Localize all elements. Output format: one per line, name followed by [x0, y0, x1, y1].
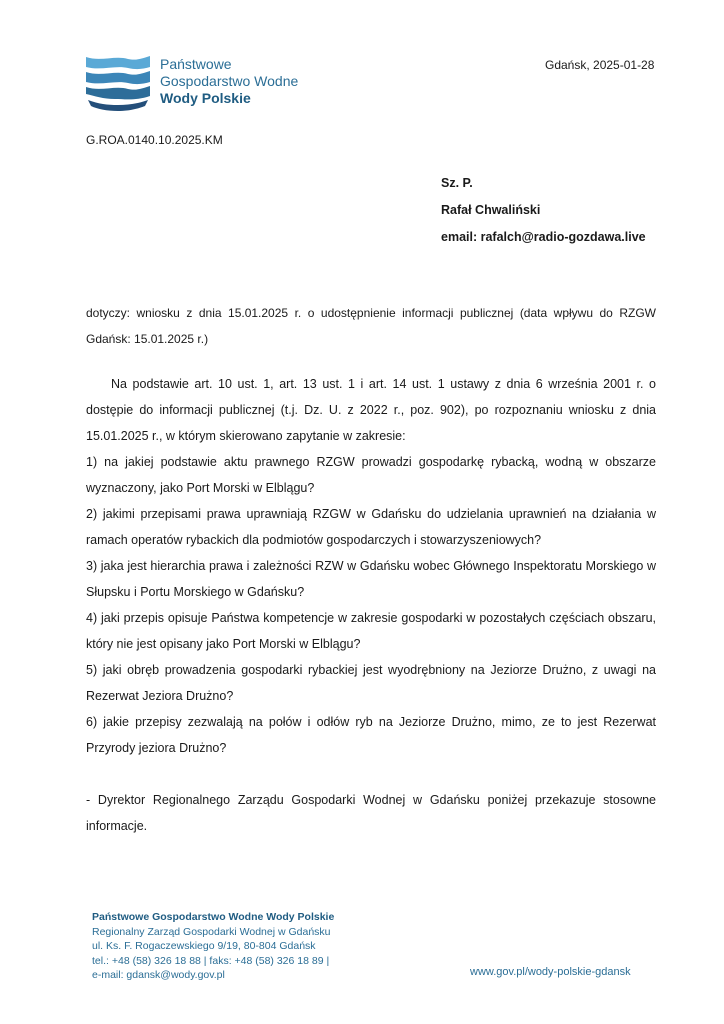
footer-website[interactable]: www.gov.pl/wody-polskie-gdansk: [470, 966, 631, 978]
logo-line-3: Wody Polskie: [160, 90, 251, 106]
logo-line-1: Państwowe: [160, 56, 232, 72]
footer-address: ul. Ks. F. Rogaczewskiego 9/19, 80-804 Gdańsk: [92, 940, 316, 952]
addressee-email: email: rafalch@radio-gozdawa.live: [441, 230, 646, 244]
logo-line-2: Gospodarstwo Wodne: [160, 73, 299, 89]
question-item: 2) jakimi przepisami prawa uprawniają RZGW w Gdańsku do udzielania uprawnień na działania w ramach operatów rybackich dla podmiotów gospodarczych i stowarzyszeniowych?: [86, 507, 656, 547]
reference-number: G.ROA.0140.10.2025.KM: [86, 133, 223, 147]
intro-paragraph: Na podstawie art. 10 ust. 1, art. 13 ust. 1 i art. 14 ust. 1 ustawy z dnia 6 września 2001 r. o dostępie do informacji publicznej (t.j. Dz. U. z 2022 r., poz. 902), po rozpoznaniu wniosku z dnia 15.01.2025 r., w którym skierowano zapytanie w zakresie:: [86, 377, 656, 443]
addressee-block: [441, 170, 646, 251]
footer-contact: [92, 910, 334, 983]
wave-logo-icon: [85, 54, 151, 112]
footer-phones: tel.: +48 (58) 326 18 88 | faks: +48 (58) 326 18 89 |: [92, 954, 330, 967]
question-item: 6) jakie przepisy zezwalają na połów i odłów ryb na Jeziorze Drużno, mimo, ze to jest Rezerwat Przyrody jeziora Drużno?: [86, 715, 656, 755]
footer-unit: Regionalny Zarząd Gospodarki Wodnej w Gdańsku: [92, 925, 331, 938]
wody-polskie-logo: [85, 54, 315, 114]
footer-email[interactable]: e-mail: gdansk@wody.gov.pl: [92, 969, 225, 981]
addressee-salutation: Sz. P.: [441, 176, 473, 190]
footer-org: Państwowe Gospodarstwo Wodne Wody Polskie: [92, 911, 335, 923]
question-item: 4) jaki przepis opisuje Państwa kompetencje w zakresie gospodarki w pozostałych częściach obszaru, który nie jest opisany jako Port Morski w Elblągu?: [86, 611, 656, 651]
question-item: 5) jaki obręb prowadzenia gospodarki rybackiej jest wyodrębniony na Jeziorze Drużno, z uwagi na Rezerwat Jeziora Drużno?: [86, 663, 656, 703]
closing-paragraph: - Dyrektor Regionalnego Zarządu Gospodarki Wodnej w Gdańsku poniżej przekazuje stosowne informacje.: [86, 793, 656, 833]
addressee-name: Rafał Chwaliński: [441, 203, 541, 217]
letter-body: [86, 371, 656, 839]
subject-line: dotyczy: wniosku z dnia 15.01.2025 r. o udostępnienie informacji publicznej (data wpływu do RZGW Gdańsk: 15.01.2025 r.): [86, 306, 656, 346]
question-item: 3) jaka jest hierarchia prawa i zależności RZW w Gdańsku wobec Głównego Inspektoratu Morskiego w Słupsku i Portu Morskiego w Gdańsku?: [86, 559, 656, 599]
place-date: Gdańsk, 2025-01-28: [545, 58, 655, 72]
question-item: 1) na jakiej podstawie aktu prawnego RZGW prowadzi gospodarkę rybacką, wodną w obszarze wyznaczony, jako Port Morski w Elblągu?: [86, 455, 656, 495]
